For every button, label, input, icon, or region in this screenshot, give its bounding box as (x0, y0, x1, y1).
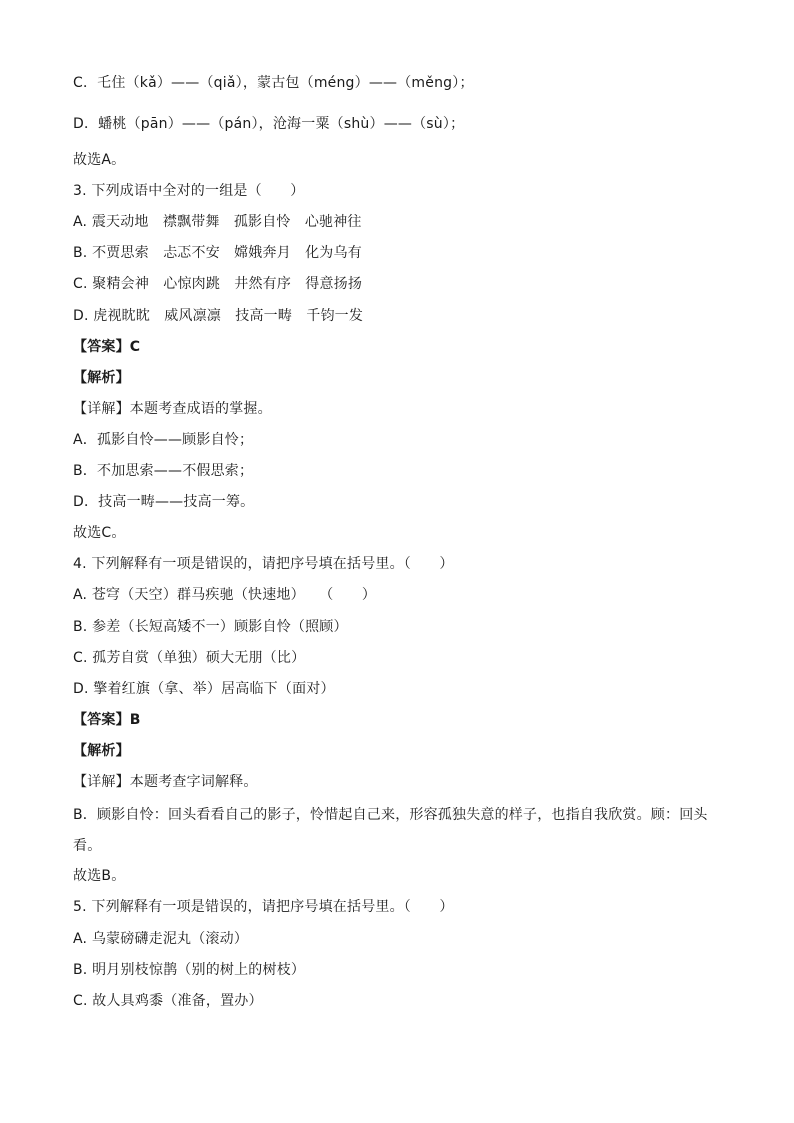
question-3-option-d: D. 虎视眈眈 威风凛凛 技高一畴 千钧一发 (73, 308, 364, 324)
question-4-option-a: A. 苍穹（天空）群马疾驰（快速地） （ ） (73, 587, 377, 603)
question-4-conclusion: 故选B。 (73, 868, 126, 884)
question-3: 3. 下列成语中全对的一组是（ ） (73, 183, 305, 199)
question-3-detail: 【详解】本题考查成语的掌握。 (73, 401, 272, 417)
question-3-conclusion: 故选C。 (73, 525, 126, 541)
question-5-option-a: A. 乌蒙磅礴走泥丸（滚动） (73, 931, 249, 947)
question-4-answer: 【答案】B (73, 712, 141, 728)
question-3-detail-a: A．孤影自怜——顾影自怜； (73, 432, 254, 448)
question-3-option-a: A. 震天动地 襟飘带舞 孤影自怜 心驰神往 (73, 214, 362, 230)
question-4-option-b: B. 参差（长短高矮不一）顾影自怜（照顾） (73, 619, 348, 635)
question-5: 5. 下列解释有一项是错误的，请把序号填在括号里。（ ） (73, 899, 454, 915)
option-d-pinyin: D．蟠桃（pān）——（pán），沧海一粟（shù）——（sù）； (73, 116, 465, 132)
question-4: 4. 下列解释有一项是错误的，请把序号填在括号里。（ ） (73, 556, 454, 572)
question-4-detail: 【详解】本题考查字词解释。 (73, 774, 258, 790)
question-4-analysis-heading: 【解析】 (73, 743, 130, 759)
question-4-option-d: D. 擎着红旗（拿、举）居高临下（面对） (73, 681, 335, 697)
question-4-detail-b: B．顾影自怜：回头看看自己的影子，怜惜起自己来，形容孤独失意的样子，也指自我欣赏。顾：回头看。 (73, 807, 708, 854)
option-c-pinyin: C．乇住（kǎ）——（qiǎ），蒙古包（méng）——（měng）； (73, 75, 474, 91)
question-3-analysis-heading: 【解析】 (73, 370, 130, 386)
question-3-option-b: B. 不贾思索 忐忑不安 嫦娥奔月 化为乌有 (73, 245, 362, 261)
answer-conclusion-2: 故选A。 (73, 152, 126, 168)
question-3-option-c: C. 聚精会神 心惊肉跳 井然有序 得意扬扬 (73, 276, 363, 292)
question-3-detail-d: D．技高一畴——技高一筹。 (73, 494, 255, 510)
question-3-detail-b: B．不加思索——不假思索； (73, 463, 254, 479)
question-3-answer: 【答案】C (73, 339, 141, 355)
question-5-option-b: B. 明月别枝惊鹊（别的树上的树枝） (73, 962, 306, 978)
question-5-option-c: C. 故人具鸡黍（准备，置办） (73, 993, 263, 1009)
question-4-option-c: C. 孤芳自赏（单独）硕大无朋（比） (73, 650, 306, 666)
